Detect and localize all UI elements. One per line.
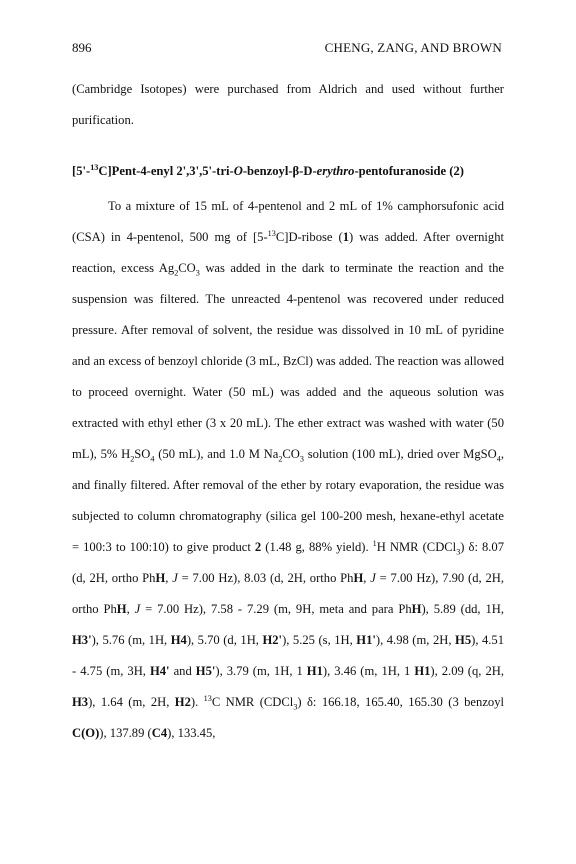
procedure-paragraph: To a mixture of 15 mL of 4-pentenol and 2 mL of 1% camphorsufonic acid (CSA) in 4-pentenol, 500 mg of [5-$^{13}$C]D-ribose (1) was added. After overnight reaction, excess $Ag_2CO_3$ was added in the dark to terminate the reaction and the suspension was filtered. The unreacted 4-pentenol was recovered under reduced pressure. After removal of solvent, the residue was dissolved in 10 mL of pyridine and an excess of benzoyl chloride (3 mL, BzCl) was added. The reaction was allowed to proceed overnight. Water (50 mL) was added and the aqueous solution was extracted with ethyl ether (3 x 20 mL). The ether extract was washed with water (50 mL), 5% $H_2SO_4$ (50 mL), and 1.0 M $Na_2CO_3$ solution (100 mL), dried over MgSO$_4$, and finally filtered. After removal of the ether by rotary evaporation, the residue was subjected to column chromatography (silica gel 100-200 mesh, hexane-ethyl acetate = 100:3 to 100:10) to give product 2 (1.48 g, 88% yield). $^1$H NMR (CDCl$_3$) δ: 8.07 (d, 2H, ortho PhH, J = 7.00 Hz), 8.03 (d, 2H, ortho PhH, J = 7.00 Hz), 7.90 (d, 2H, ortho PhH, J = 7.00 Hz), 7.58 - 7.29 (m, 9H, meta and para PhH), 5.89 (dd, 1H, H3'), 5.76 (m, 1H, H4), 5.70 (d, 1H, H2'), 5.25 (s, 1H, H1'), 4.98 (m, 2H, H5), 4.51 - 4.75 (m, 3H, H4' and H5'), 3.79 (m, 1H, 1 H1), 3.46 (m, 1H, 1 H1), 2.09 (q, 2H, H3), 1.64 (m, 2H, H2). $^{13}$C NMR (CDCl$_3$) δ: 166.18, 165.40, 165.30 (3 benzoyl C(O)), 137.89 (C4), 133.45, [72, 199, 505, 740]
page-body [72, 74, 504, 749]
intro-paragraph: (Cambridge Isotopes) were purchased from Aldrich and used without further purification. [72, 82, 504, 127]
page-number: 896 [72, 40, 92, 55]
running-head: CHENG, ZANG, AND BROWN [324, 40, 502, 55]
section-heading: [5'-$^{13}$C]Pent-4-enyl 2',3',5'-tri-O-benzoyl-β-D-erythro-pentofuranoside (2) [72, 162, 464, 178]
